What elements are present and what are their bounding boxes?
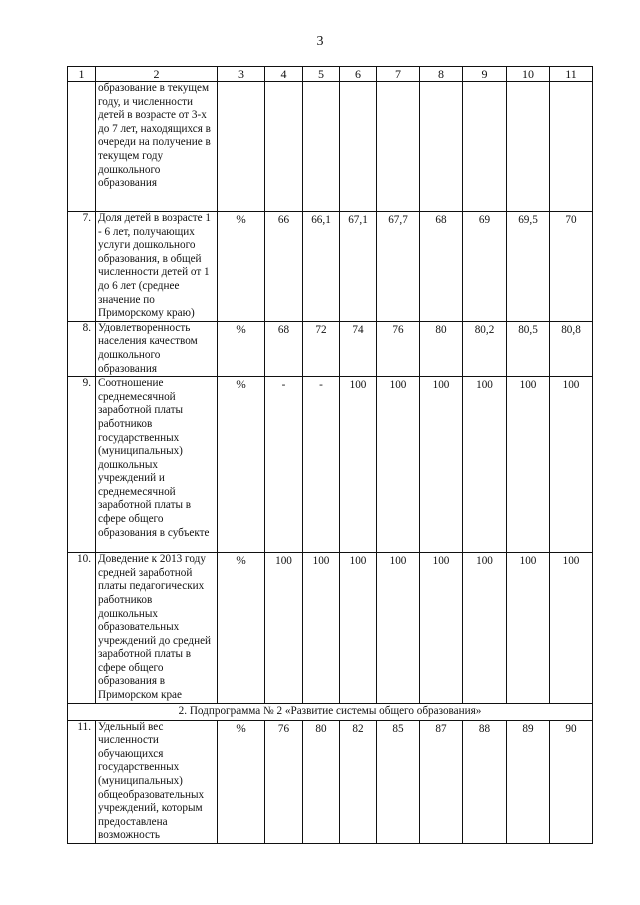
row-number-cell: 10.: [68, 553, 96, 704]
indicator-name-cell: Удовлетворенность населения качеством дошкольного образования: [96, 321, 218, 376]
value-cell: 100: [340, 377, 377, 553]
value-cell: 80,8: [550, 321, 593, 376]
column-header: 7: [377, 67, 420, 82]
table-row: [68, 212, 593, 322]
value-cell: 100: [340, 553, 377, 704]
value-cell: 69,5: [507, 212, 550, 322]
row-number-cell: 11.: [68, 720, 96, 843]
value-cell: 69: [463, 212, 507, 322]
column-header: 4: [265, 67, 303, 82]
value-cell: 66,1: [303, 212, 340, 322]
value-cell: 72: [303, 321, 340, 376]
value-cell: 100: [303, 553, 340, 704]
column-header: 10: [507, 67, 550, 82]
value-cell: [377, 82, 420, 212]
value-cell: 100: [377, 377, 420, 553]
value-cell: 68: [265, 321, 303, 376]
column-header: 8: [420, 67, 463, 82]
value-cell: 76: [377, 321, 420, 376]
table-row: [68, 377, 593, 553]
value-cell: 85: [377, 720, 420, 843]
column-header: 6: [340, 67, 377, 82]
value-cell: -: [265, 377, 303, 553]
value-cell: [265, 82, 303, 212]
value-cell: [340, 82, 377, 212]
value-cell: 100: [507, 377, 550, 553]
column-header: 11: [550, 67, 593, 82]
value-cell: [420, 82, 463, 212]
indicator-name-cell: Соотношение среднемесячной заработной платы работников государственных (муниципальных) дошкольных учреждений и среднемесячной заработной платы в сфере общего образования в субъекте: [96, 377, 218, 553]
value-cell: 100: [420, 377, 463, 553]
value-cell: 80,2: [463, 321, 507, 376]
row-number-cell: [68, 82, 96, 212]
section-row: [68, 703, 593, 720]
value-cell: 100: [463, 553, 507, 704]
row-number-cell: 8.: [68, 321, 96, 376]
value-cell: 100: [550, 553, 593, 704]
value-cell: 70: [550, 212, 593, 322]
value-cell: %: [218, 553, 265, 704]
row-number-cell: 7.: [68, 212, 96, 322]
table-row: [68, 553, 593, 704]
row-number-cell: 9.: [68, 377, 96, 553]
value-cell: %: [218, 377, 265, 553]
value-cell: 100: [550, 377, 593, 553]
table-row: [68, 321, 593, 376]
value-cell: -: [303, 377, 340, 553]
value-cell: %: [218, 720, 265, 843]
indicator-name-cell: Удельный вес численности обучающихся государственных (муниципальных) общеобразовательных учреждений, которым предоставлена возможность: [96, 720, 218, 843]
page-number: 3: [316, 34, 324, 49]
column-header: 5: [303, 67, 340, 82]
value-cell: [550, 82, 593, 212]
section-title: 2. Подпрограмма № 2 «Развитие системы общего образования»: [68, 703, 593, 720]
value-cell: [218, 82, 265, 212]
value-cell: 100: [265, 553, 303, 704]
indicator-name-cell: образование в текущем году, и численности детей в возрасте от 3-х до 7 лет, находящихся в очереди на получение в текущем году дошкольного образования: [96, 82, 218, 212]
value-cell: 67,7: [377, 212, 420, 322]
value-cell: 82: [340, 720, 377, 843]
table-header-row: [68, 67, 593, 82]
value-cell: 76: [265, 720, 303, 843]
value-cell: 68: [420, 212, 463, 322]
value-cell: %: [218, 212, 265, 322]
value-cell: 100: [463, 377, 507, 553]
value-cell: 87: [420, 720, 463, 843]
value-cell: 66: [265, 212, 303, 322]
value-cell: [507, 82, 550, 212]
value-cell: 100: [420, 553, 463, 704]
table-row: [68, 720, 593, 843]
value-cell: 90: [550, 720, 593, 843]
indicator-name-cell: Доведение к 2013 году средней заработной платы педагогических работников дошкольных образовательных учреждений до средней заработной платы в сфере общего образования в Приморском крае: [96, 553, 218, 704]
value-cell: 80: [420, 321, 463, 376]
indicators-table: [67, 66, 593, 844]
value-cell: [463, 82, 507, 212]
value-cell: 74: [340, 321, 377, 376]
value-cell: 67,1: [340, 212, 377, 322]
column-header: 9: [463, 67, 507, 82]
value-cell: 100: [507, 553, 550, 704]
value-cell: 88: [463, 720, 507, 843]
value-cell: 80: [303, 720, 340, 843]
column-header: 3: [218, 67, 265, 82]
table-row: [68, 82, 593, 212]
indicator-name-cell: Доля детей в возрасте 1 - 6 лет, получающих услуги дошкольного образования, в общей численности детей от 1 до 6 лет (среднее значение по Приморскому краю): [96, 212, 218, 322]
value-cell: 80,5: [507, 321, 550, 376]
value-cell: [303, 82, 340, 212]
value-cell: %: [218, 321, 265, 376]
value-cell: 100: [377, 553, 420, 704]
column-header: 1: [68, 67, 96, 82]
column-header: 2: [96, 67, 218, 82]
value-cell: 89: [507, 720, 550, 843]
